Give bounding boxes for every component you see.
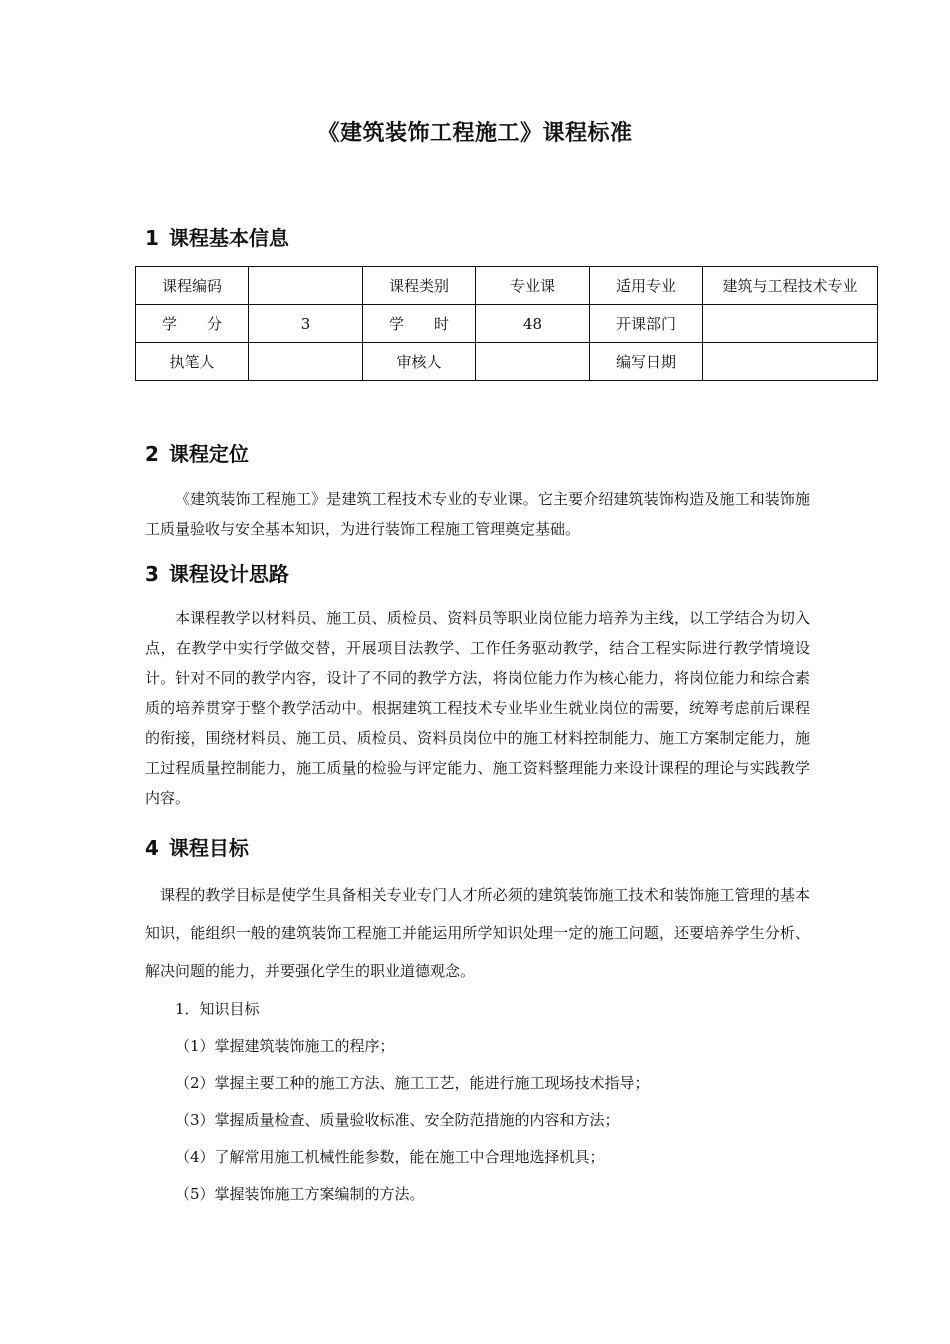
section-heading-1 xyxy=(145,222,289,251)
section-title: 课程设计思路 xyxy=(168,562,289,586)
course-info-table xyxy=(135,266,878,381)
section-3-paragraph: 本课程教学以材料员、施工员、质检员、资料员等职业岗位能力培养为主线，以工学结合为切入点，在教学中实行学做交替，开展项目法教学、工作任务驱动教学，结合工程实际进行教学情境设计。针对不同的教学内容，设计了不同的教学方法，将岗位能力作为核心能力，将岗位能力和综合素质的培养贯穿于整个教学活动中。根据建筑工程技术专业毕业生就业岗位的需要，统筹考虑前后课程的衔接，围绕材料员、施工员、质检员、资料员岗位中的施工材料控制能力、施工方案制定能力，施工过程质量控制能力，施工质量的检验与评定能力、施工资料整理能力来设计课程的理论与实践教学内容。 xyxy=(145,609,810,807)
list-item: （4）了解常用施工机械性能参数，能在施工中合理地选择机具； xyxy=(175,1148,605,1166)
table-cell xyxy=(249,343,363,381)
table-row xyxy=(136,305,878,343)
knowledge-goal-heading: 1．知识目标 xyxy=(175,1000,260,1018)
table-cell: 开课部门 xyxy=(590,305,703,343)
table-cell xyxy=(476,343,590,381)
section-number: 4 xyxy=(145,836,159,860)
table-cell xyxy=(703,343,878,381)
section-number: 2 xyxy=(145,442,159,466)
list-item: （5）掌握装饰施工方案编制的方法。 xyxy=(175,1185,425,1203)
section-2-paragraph: 《建筑装饰工程施工》是建筑工程技术专业的专业课。它主要介绍建筑装饰构造及施工和装饰施工质量验收与安全基本知识，为进行装饰工程施工管理奠定基础。 xyxy=(145,490,810,538)
list-item: （3）掌握质量检查、质量验收标准、安全防范措施的内容和方法； xyxy=(175,1111,620,1129)
section-heading-2 xyxy=(145,438,249,467)
table-cell: 课程类别 xyxy=(363,267,476,305)
table-cell: 48 xyxy=(476,305,590,343)
table-row xyxy=(136,343,878,381)
list-item: （2）掌握主要工种的施工方法、施工工艺，能进行施工现场技术指导； xyxy=(175,1074,650,1092)
table-cell xyxy=(249,267,363,305)
section-heading-4 xyxy=(145,832,249,861)
table-cell: 课程编码 xyxy=(136,267,249,305)
table-cell: 建筑与工程技术专业 xyxy=(703,267,878,305)
section-4-paragraph: 课程的教学目标是使学生具备相关专业专门人才所必须的建筑装饰施工技术和装饰施工管理的基本知识，能组织一般的建筑装饰工程施工并能运用所学知识处理一定的施工问题，还要培养学生分析、解决问题的能力，并要强化学生的职业道德观念。 xyxy=(145,886,810,980)
list-item: （1）掌握建筑装饰施工的程序； xyxy=(175,1037,395,1055)
section-title: 课程目标 xyxy=(168,836,249,860)
section-heading-3 xyxy=(145,558,289,587)
table-row xyxy=(136,267,878,305)
table-cell xyxy=(703,305,878,343)
section-number: 1 xyxy=(145,226,159,250)
table-cell: 3 xyxy=(249,305,363,343)
section-title: 课程基本信息 xyxy=(168,226,289,250)
section-number: 3 xyxy=(145,562,159,586)
section-title: 课程定位 xyxy=(168,442,249,466)
table-cell: 学 时 xyxy=(363,305,476,343)
table-cell: 执笔人 xyxy=(136,343,249,381)
table-cell: 审核人 xyxy=(363,343,476,381)
table-cell: 适用专业 xyxy=(590,267,703,305)
table-cell: 学 分 xyxy=(136,305,249,343)
document-title: 《建筑装饰工程施工》课程标准 xyxy=(317,121,633,146)
table-cell: 专业课 xyxy=(476,267,590,305)
table-cell: 编写日期 xyxy=(590,343,703,381)
